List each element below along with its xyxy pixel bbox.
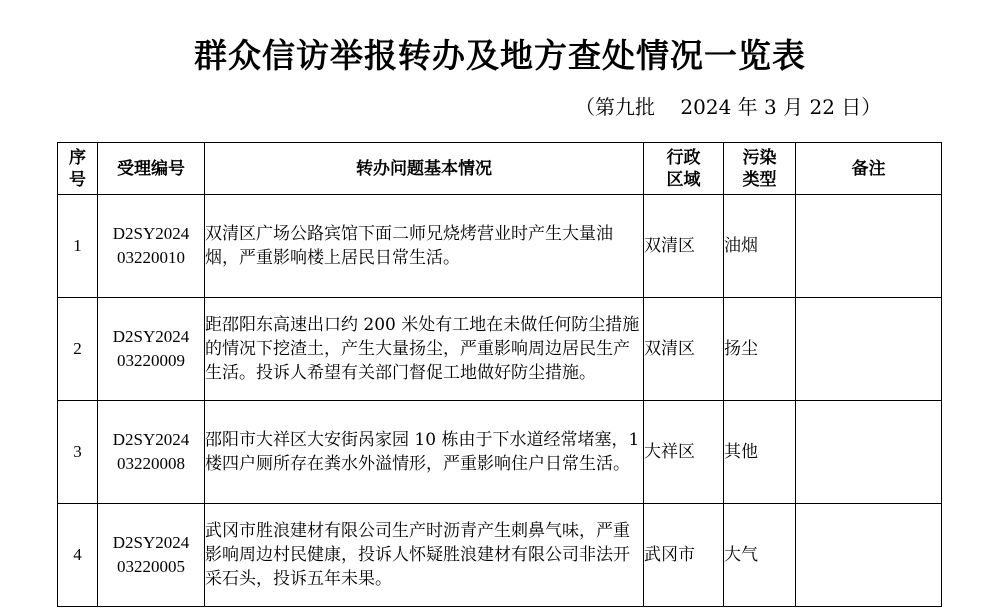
row-index: 3 [58, 401, 98, 504]
row-summary: 双清区广场公路宾馆下面二师兄烧烤营业时产生大量油烟，严重影响楼上居民日常生活。 [205, 195, 644, 298]
document-title: 群众信访举报转办及地方查处情况一览表 [194, 36, 806, 75]
case-id-part1: D2SY2024 [112, 327, 190, 346]
case-id-part2: 03220008 [117, 454, 185, 473]
row-remarks [796, 298, 942, 401]
row-summary: 距邵阳东高速出口约 200 米处有工地在未做任何防尘措施的情况下挖渣土，产生大量扬尘，严重影响周边居民生产生活。投诉人希望有关部门督促工地做好防尘措施。 [205, 298, 644, 401]
row-case-id [98, 504, 205, 607]
row-region: 双清区 [644, 298, 724, 401]
table-row [58, 504, 942, 607]
row-region: 大祥区 [644, 401, 724, 504]
row-summary: 武冈市胜浪建材有限公司生产时沥青产生刺鼻气味，严重影响周边村民健康，投诉人怀疑胜浪建材有限公司非法开采石头，投诉五年未果。 [205, 504, 644, 607]
row-pollution-type: 大气 [724, 504, 796, 607]
row-remarks [796, 401, 942, 504]
row-case-id [98, 195, 205, 298]
row-remarks [796, 195, 942, 298]
header-case-id: 受理编号 [98, 143, 205, 195]
row-region: 双清区 [644, 195, 724, 298]
batch-date-line: （第九批 2024 年 3 月 22 日） [575, 95, 882, 119]
header-region: 行政区域 [644, 143, 724, 195]
case-id-part1: D2SY2024 [112, 533, 190, 552]
row-case-id [98, 298, 205, 401]
row-remarks [796, 504, 942, 607]
table-row [58, 401, 942, 504]
header-index: 序号 [58, 143, 98, 195]
row-index: 4 [58, 504, 98, 607]
row-pollution-type: 其他 [724, 401, 796, 504]
table-row [58, 298, 942, 401]
case-id-part1: D2SY2024 [112, 430, 190, 449]
row-pollution-type: 扬尘 [724, 298, 796, 401]
header-remarks: 备注 [796, 143, 942, 195]
complaint-table [57, 142, 942, 607]
row-index: 2 [58, 298, 98, 401]
row-index: 1 [58, 195, 98, 298]
row-pollution-type: 油烟 [724, 195, 796, 298]
row-region: 武冈市 [644, 504, 724, 607]
row-case-id [98, 401, 205, 504]
case-id-part2: 03220010 [117, 248, 185, 267]
case-id-part1: D2SY2024 [112, 224, 190, 243]
case-id-part2: 03220005 [117, 557, 185, 576]
table-header-row [58, 143, 942, 195]
header-pollution-type: 污染类型 [724, 143, 796, 195]
table-row [58, 195, 942, 298]
header-summary: 转办问题基本情况 [205, 143, 644, 195]
row-summary: 邵阳市大祥区大安街呙家园 10 栋由于下水道经常堵塞，1 楼四户厕所存在粪水外溢情形，严重影响住户日常生活。 [205, 401, 644, 504]
case-id-part2: 03220009 [117, 351, 185, 370]
